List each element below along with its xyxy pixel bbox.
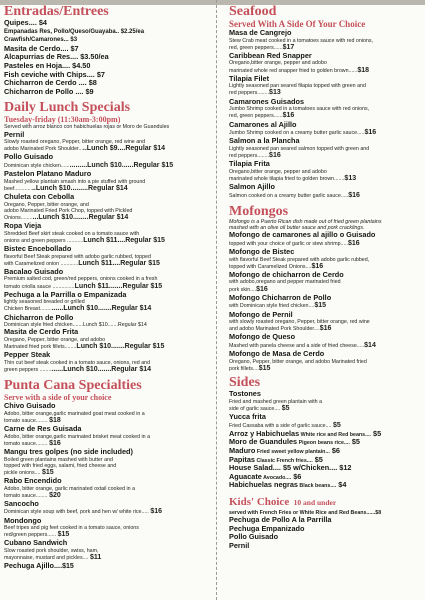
left-column [4,3,209,600]
punta-item-price: $11 [89,554,102,562]
side-item-price: $5 [314,454,323,464]
lunch-item-price: ..Lunch $9....Regular $14 [82,145,166,153]
mofongo-item-price: $15 [314,302,327,310]
mofongo-item-name: Mofongo de Bistec [229,246,295,256]
seafood-item-name: Salmon Ajillo [229,182,275,192]
column-divider [216,0,218,600]
kids-item: Pechuga de Pollo A la Parrilla [229,515,332,525]
mofongo-item-name: Mofongo de camarones al ajillo o Guisado [229,230,376,240]
kids-header [229,492,423,510]
punta-item-price: $20 [49,491,61,499]
sides-title: Sides [229,375,261,391]
mofongo-item [229,350,423,373]
side-item-price: $5 w/Chicken.... $12 [282,463,352,473]
side-item-price: $5 [351,437,360,447]
punta-item-name: Mangu tres golpes (no side included) [4,446,133,456]
lunch-item-name: Chicharron de Pollo [4,312,74,322]
lunch-item-desc: Dominican style chicken...... [4,163,70,170]
punta-item-desc: Adobo, bitter orange,garlic marinated brisket meat cooked in a [4,433,151,440]
mofongo-item-desc: with Dominican style fried chicken.... [229,303,315,310]
seafood-item-desc: marinated whole red snapper fried to golden brown...... [229,67,358,74]
side-item [229,481,423,490]
right-column [229,3,423,600]
lunch-item-desc: with Caramelized onion ............ [4,260,79,267]
side-item-desc: side of garlic sauce.... [229,405,281,412]
mofongos-list [229,231,423,373]
punta-item-desc: mayonnaise, mustard and pickles.... [4,555,89,562]
seafood-item-desc: red peppers........ [229,90,270,97]
side-item-name: Maduro [229,445,256,455]
seafood-item-desc: red peppers........ [229,153,270,160]
mofongo-item-name: Mofongo de Queso [229,332,296,342]
seafood-item [229,183,423,200]
lunch-item [4,131,209,154]
punta-item-desc: tomato sauce........ [4,492,48,499]
side-item-desc: Classic French fries.... [254,457,313,464]
lunch-item-desc: Premium salted cod, green/red peppers, onions cooked in a fresh [4,276,158,283]
punta-item-name: Rabo Encendido [4,475,62,485]
seafood-item-price: $16 [282,112,295,120]
punta-item-desc: Boiled green plantains mashed with butter and [4,456,113,463]
lunch-item-desc: Marinated fried pork fillets........ [4,344,77,351]
seafood-item-price: $17 [282,43,295,51]
mofongo-item-desc: Oregano, Pepper, bitter orange, and adobo Marinated fried [229,358,367,365]
seafood-item [229,52,423,75]
lunch-item-name: Chuleta con Cebolla [4,192,75,202]
mofongo-item-name: Mofongo Chicharron de Pollo [229,292,332,302]
punta-item [4,477,209,500]
lunch-item [4,193,209,222]
lunch-item-desc: adobo Marinated Pork Shoulder... [4,146,83,153]
entradas-title: Entradas/Entrees [4,4,109,19]
lunch-item-price: ...Lunch $10........Regular $14 [32,213,129,221]
mofongo-item-name: Mofongo de Masa de Cerdo [229,349,325,359]
lunch-item-desc: flavorful Beef Steak prepared with adobo garlic rubbed, topped [4,253,151,260]
seafood-item [229,160,423,183]
side-item-name: Habichuelas negras [229,480,298,490]
mofongos-title: Mofongos [229,203,289,219]
mofongos-intro: mashed with an olive oil butter sauce and pork cracklings. [229,225,365,232]
punta-item [4,448,209,477]
lunch-item-desc: beef............ [4,185,32,192]
punta-item [4,517,209,540]
lunch-item-name: Pastelon Platano Maduro [4,169,92,179]
punta-item [4,562,209,571]
lunch-item-desc: Slowly roasted oregano, Pepper, bitter orange, red wine and [4,139,146,146]
seafood-item-desc: marinated whole tilapia fried to golden brown....... [229,175,345,182]
lunch-item-name: Bistec Encebollado [4,244,72,253]
lunch-item-desc: Oregano, Pepper, bitter orange, and adobo [4,336,106,343]
punta-item-price: $15 [57,531,70,539]
seafood-title: Seafood [229,4,277,19]
punta-item [4,500,209,517]
lunch-item-desc: Dominican style fried chicken.......Lunch $10.......Regular $14 [4,322,147,329]
lunch-item-desc: onions and green peppers ........... [4,237,84,244]
mofongo-item-desc: pork fillets.... [229,365,259,372]
lunch-item-price: Lunch $11....Regular $15 [78,259,160,267]
lunch-item [4,268,209,291]
lunch-item-name: Pollo Guisado [4,152,54,162]
lunch-item-desc: Shredded Beef skirt steak cooked on a tomato sauce with [4,230,140,237]
side-item-name: House Salad.... [229,463,281,473]
side-item-desc: Fried and mashed green plantain with a [229,398,323,405]
mofongo-item [229,311,423,334]
lunch-item-price: ......Lunch $10.......Regular $14 [51,365,151,373]
lunch-item [4,351,209,374]
lunch-title: Daily Lunch Specials [4,100,131,116]
side-item-name: Moro de Guandules [229,437,298,447]
punta-item-desc: Adobo, bitter orange,garlic marinated goat meat cooked in a [4,410,145,417]
kids-list [229,516,423,550]
side-item [229,438,423,447]
mofongo-item-desc: pork skin.... [229,286,257,293]
side-item-desc: Avocado.... [261,474,292,481]
punta-item-desc: topped with fried eggs, salami, fried cheese and [4,462,117,469]
kids-item: Pechuga Empanizado [229,523,305,533]
lunch-item-price: ......Lunch $10.......Regular $14 [51,305,152,313]
punta-item-name: Carne de Res Guisada [4,424,82,434]
mofongo-item-desc: with adobo,oregano and pepper marinated fried [229,279,341,286]
side-item-price: $4 [338,480,347,490]
mofongo-item [229,333,423,350]
mofongo-item-desc: Mashed with panela cheese and a side of fried cheese..... [229,342,365,349]
side-item-price: $6 [293,471,302,481]
lunch-list [4,131,209,375]
seafood-item [229,121,423,138]
seafood-item-desc: Lightly seasoned pan seared filapia topped with green and [229,83,366,90]
mofongo-item [229,231,423,248]
lunch-item [4,314,209,329]
side-item-desc: Fried sweet yellow plantain... [255,448,330,455]
side-item-name: Aguacate [229,471,262,481]
entradas-list [4,19,209,96]
punta-item [4,425,209,448]
mofongo-item [229,294,423,311]
entrada-item: Fish ceviche with Chips.... $7 [4,69,105,79]
lunch-note: Served with arroz blanco con habichuelas rojas or Moro de Guandules [4,124,170,131]
punta-item-desc: tomato sauce........ [4,440,48,447]
lunch-item [4,222,209,245]
mofongo-item-price: $16 [319,325,332,333]
punta-item-price: $15 [42,468,54,476]
seafood-item-name: Tilapia Filet [229,73,270,83]
lunch-item-desc: green peppers ........ [4,366,52,373]
punta-item-price: $15 [62,563,74,571]
seafood-subtitle: Served With A Side Of Your Choice [229,19,366,29]
lunch-item [4,328,209,351]
mofongo-item-desc: topped with your choice of garlic or stew shrimp..... [229,240,348,247]
entrada-item: Pasteles en Hoja.... $4.50 [4,60,91,70]
seafood-item-price: $16 [269,152,281,160]
seafood-item-desc: Salmon cooked on a creamy butter garlic sauce..... [229,192,349,199]
punta-item-name: Pechuga Ajillo.... [4,561,63,571]
entrada-item: Alcapurrias de Res.... $3.50/ea [4,52,109,62]
entrada-item: Chicharron de Cerdo .... $8 [4,78,97,88]
punta-item-name: Sancocho [4,498,39,508]
punta-item-price: $16 [49,439,61,447]
seafood-item [229,29,423,52]
lunch-item-price: Lunch $11.......Regular $15 [74,282,163,290]
entrada-item: Masita de Cerdo.... $7 [4,43,79,53]
seafood-item-name: Salmon a la Plancha [229,136,300,146]
punta-subtitle: Serve with a side of your choice [4,393,112,403]
punta-item-name: Mondongo [4,515,42,525]
punta-item-desc: Beef tripes and pig feet cooked in a tomato sauce, onions [4,525,139,532]
lunch-item-desc: Mashed yellow plantain smash into a pie stuffed with ground [4,178,146,185]
seafood-item-name: Camarones Guisados [229,96,305,106]
mofongo-item-desc: and adobo Marinated Pork Shoulder.... [229,326,320,333]
seafood-list [229,29,423,200]
side-item-desc: Black beans.... [297,483,337,490]
punta-item-desc: Dominican style soup with beef, pork and hen w/ white rice..... [4,509,149,516]
lunch-item-desc: lightly seasoned breaded or grilled [4,299,85,306]
mofongo-item [229,248,423,271]
entrada-item: Quipes.... $4 [4,18,47,27]
lunch-item-name: Pepper Steak [4,350,51,360]
mofongo-item-price: $16 [347,239,360,247]
side-item-name: Tostones [229,389,261,399]
side-item-price: $5 [281,404,290,412]
seafood-item-desc: Oregano,bitter orange, pepper and adobo [229,60,327,67]
side-item [229,390,423,413]
punta-item-price: $16 [150,508,163,516]
seafood-item [229,98,423,121]
mofongo-item-price: $15 [258,364,271,372]
side-item-name: Arroz y Habichuelas [229,428,300,438]
lunch-item-name: Pernil [4,129,25,139]
kids-subtitle: served with French Fries or White Rice and Red Beans......$8 [229,509,382,516]
side-item-desc: Fried Cassaba with a side of garlic sauce.... [229,422,332,429]
mofongo-item-desc: with slowly roasted oregano, Pepper, bitter orange, red wine [229,319,370,326]
sides-list [229,390,423,490]
lunch-item [4,170,209,193]
lunch-item-desc: adobo Marinated Fried Pork Chop, topped with Pickled [4,207,133,214]
seafood-item-price: $13 [344,174,357,182]
seafood-item [229,137,423,160]
side-item-price: $5 [373,428,382,438]
punta-item-desc: red/green peppers...... [4,532,57,539]
punta-title: Punta Cana Specialties [4,378,142,394]
seafood-item-name: Masa de Cangrejo [229,28,292,37]
kids-item: Pernil [229,540,250,550]
seafood-item-name: Caribbean Red Snapper [229,50,312,60]
punta-item-name: Cubano Sandwich [4,538,68,548]
seafood-item-desc: Stew Crab meat cooked in a tomatoes sauce with red onions, [229,37,373,44]
mofongo-item-price: $14 [364,341,376,349]
punta-item-name: Chivo Guisado [4,401,56,411]
mofongo-item-desc: with flavorful Beef Steak prepared with adobo garlic rubbed, [229,256,370,263]
lunch-item-desc: Onions........ [4,214,33,221]
lunch-item-price: ..Lunch $10.........Regular $14 [31,184,128,192]
seafood-item-name: Camarones al Ajillo [229,119,297,129]
lunch-item-price: .........Lunch $10......Regular $15 [69,162,174,170]
lunch-item-desc: tomato criolla sauce ............... [4,283,75,290]
mofongos-intro: Mofongo is a Puerto Rican dish made out of fried green plantains [229,218,382,225]
seafood-item-desc: Jumbo Shrimp cooked on a creamy butter garlic sauce..... [229,130,365,137]
seafood-item-price: $16 [348,191,360,199]
lunch-item-desc: Oregano, Pepper, bitter orange, and [4,201,89,208]
punta-item-price: $18 [49,416,61,424]
entrada-item: Empanadas Res, Pollo/Queso/Guayaba.. $2.25/ea Crawfish/Camarones... $3 [4,28,145,44]
side-item [229,447,423,456]
punta-item-desc: Slow roasted pork shoulder, swiss, ham, [4,548,99,555]
side-item-desc: White rice and Red beans.... [299,431,371,438]
punta-item [4,539,209,562]
side-item [229,413,423,430]
lunch-item-name: Masita de Cerdo Frita [4,327,79,337]
side-item-price: $6 [331,445,340,455]
seafood-item [229,75,423,98]
punta-item-desc: tomato sauce........ [4,417,48,424]
punta-item-desc: Adobo, bitter orange, garlic marinated oxtail cooked in a [4,485,136,492]
mofongo-item-desc: topped with Caramelized Onions.... [229,263,312,270]
seafood-item-desc: Oregano,bitter orange, pepper and adobo [229,168,327,175]
lunch-item-price: Lunch $10.......Regular $15 [76,343,165,351]
seafood-item-price: $13 [269,89,281,97]
lunch-item-price: Lunch $11....Regular $15 [83,236,165,244]
mofongo-item-price: $16 [311,262,324,270]
lunch-item-desc: Thin cut beef steak cooked in a tomato sauce, onions, red and [4,359,151,366]
lunch-item [4,245,209,268]
kids-item: Pollo Guisado [229,532,279,542]
punta-item-desc: pickle onions.... [4,469,41,476]
lunch-item-name: Bacalao Guisado [4,266,64,276]
punta-item [4,402,209,425]
seafood-item-price: $18 [357,66,370,74]
side-item-desc: Pigeon beans rice.... [297,440,350,447]
lunch-subtitle: Tuesday-friday (11:30am-3:00pm) [4,115,121,125]
lunch-item [4,291,209,314]
lunch-item-name: Pechuga a la Parrilla o Empanizada [4,289,127,299]
lunch-item-desc: Chicken Breast........ [4,306,52,313]
seafood-item-name: Tilapia Frita [229,159,270,169]
side-item-name: Papitas [229,454,255,464]
side-item-price: $5 [332,421,341,429]
lunch-item [4,153,209,170]
seafood-item-desc: Jumbo Shrimp cooked in a tomatoes sauce with red onions, [229,106,370,113]
mofongo-item-name: Mofongo de chicharron de Cerdo [229,269,344,279]
mofongo-item-name: Mofongo de Pernil [229,309,293,319]
seafood-item-price: $16 [364,129,377,137]
entrada-item: Chicharron de Pollo .... $9 [4,86,94,96]
punta-list [4,402,209,571]
seafood-item-desc: red, green peppers...... [229,113,283,120]
kids-title: Kids' Choice [229,495,290,508]
seafood-item-desc: Lightly seasoned pan seared salmon topped with green and [229,145,370,152]
side-item-name: Yucca frita [229,411,266,421]
mofongo-item [229,271,423,294]
kids-age-note: 10 and under [293,497,337,507]
lunch-item-name: Ropa Vieja [4,221,42,231]
mofongo-item-price: $16 [256,285,268,293]
seafood-item-desc: red, green peppers...... [229,44,283,51]
